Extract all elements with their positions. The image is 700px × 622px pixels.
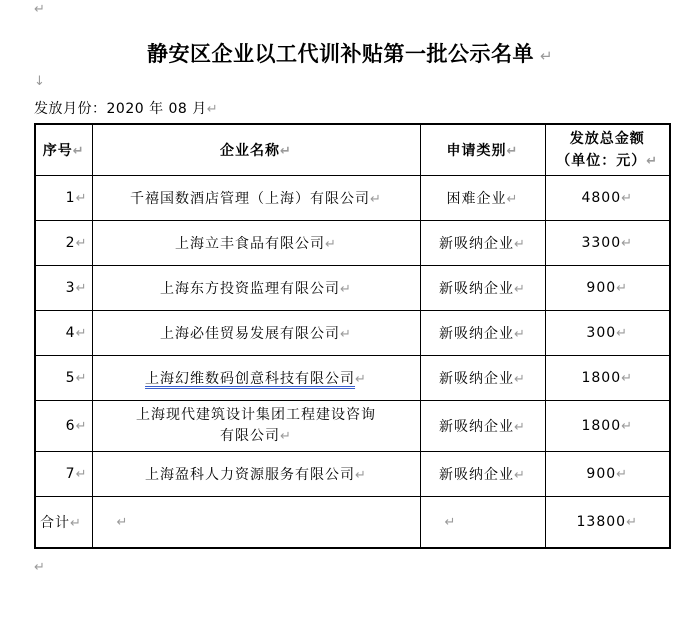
paragraph-mark: ↵: [34, 560, 45, 575]
table-row: [35, 356, 670, 401]
blank-line-mark: ↓: [34, 74, 45, 89]
table-row: [35, 401, 670, 452]
cell-application-type: 新吸纳企业↵: [420, 452, 545, 497]
cell-application-type: 新吸纳企业↵: [420, 311, 545, 356]
paragraph-mark: ↵: [539, 47, 554, 65]
cell-total-empty: ↵: [420, 497, 545, 549]
cell-seq: 2↵: [35, 221, 92, 266]
subsidy-table: [34, 123, 671, 549]
header-application-type: 申请类别↵: [420, 124, 545, 176]
cell-amount: 4800↵: [545, 176, 670, 221]
cell-total-amount: 13800↵: [545, 497, 670, 549]
cell-amount: 3300↵: [545, 221, 670, 266]
cell-seq: 1↵: [35, 176, 92, 221]
cell-company-name: 上海必佳贸易发展有限公司↵: [92, 311, 420, 356]
header-seq: 序号↵: [35, 124, 92, 176]
cell-company-name: 上海现代建筑设计集团工程建设咨询 有限公司↵: [92, 401, 420, 452]
table-row: [35, 452, 670, 497]
cell-company-name: 上海立丰食品有限公司↵: [92, 221, 420, 266]
table-row: [35, 311, 670, 356]
cell-amount: 900↵: [545, 452, 670, 497]
cell-seq: 6↵: [35, 401, 92, 452]
page-title: [0, 38, 700, 68]
cell-application-type: 困难企业↵: [420, 176, 545, 221]
table-header-row: [35, 124, 670, 176]
paragraph-mark: ↵: [206, 102, 219, 117]
title-text: 静安区企业以工代训补贴第一批公示名单: [146, 42, 534, 66]
cell-application-type: 新吸纳企业↵: [420, 356, 545, 401]
cell-amount: 900↵: [545, 266, 670, 311]
table-row: [35, 266, 670, 311]
cell-seq: 7↵: [35, 452, 92, 497]
cell-company-name: 上海盈科人力资源服务有限公司↵: [92, 452, 420, 497]
cell-total-empty: ↵: [92, 497, 420, 549]
cell-total-label: 合计↵: [35, 497, 92, 549]
cell-application-type: 新吸纳企业↵: [420, 221, 545, 266]
header-amount: 发放总金额 （单位：元）↵: [545, 124, 670, 176]
table-row: [35, 176, 670, 221]
issue-month-line: [34, 98, 218, 118]
cell-amount: 300↵: [545, 311, 670, 356]
cell-amount: 1800↵: [545, 401, 670, 452]
total-row: [35, 497, 670, 549]
cell-seq: 5↵: [35, 356, 92, 401]
cell-application-type: 新吸纳企业↵: [420, 266, 545, 311]
cell-seq: 4↵: [35, 311, 92, 356]
issue-month-text: 发放月份：2020 年 08 月: [34, 101, 207, 117]
cell-company-name: 上海东方投资监理有限公司↵: [92, 266, 420, 311]
cell-company-name: 千禧国数酒店管理（上海）有限公司↵: [92, 176, 420, 221]
cell-seq: 3↵: [35, 266, 92, 311]
header-company-name: 企业名称↵: [92, 124, 420, 176]
cell-application-type: 新吸纳企业↵: [420, 401, 545, 452]
table-row: [35, 221, 670, 266]
paragraph-mark: ↵: [34, 2, 45, 17]
cell-amount: 1800↵: [545, 356, 670, 401]
cell-company-name: 上海幻维数码创意科技有限公司↵: [92, 356, 420, 401]
